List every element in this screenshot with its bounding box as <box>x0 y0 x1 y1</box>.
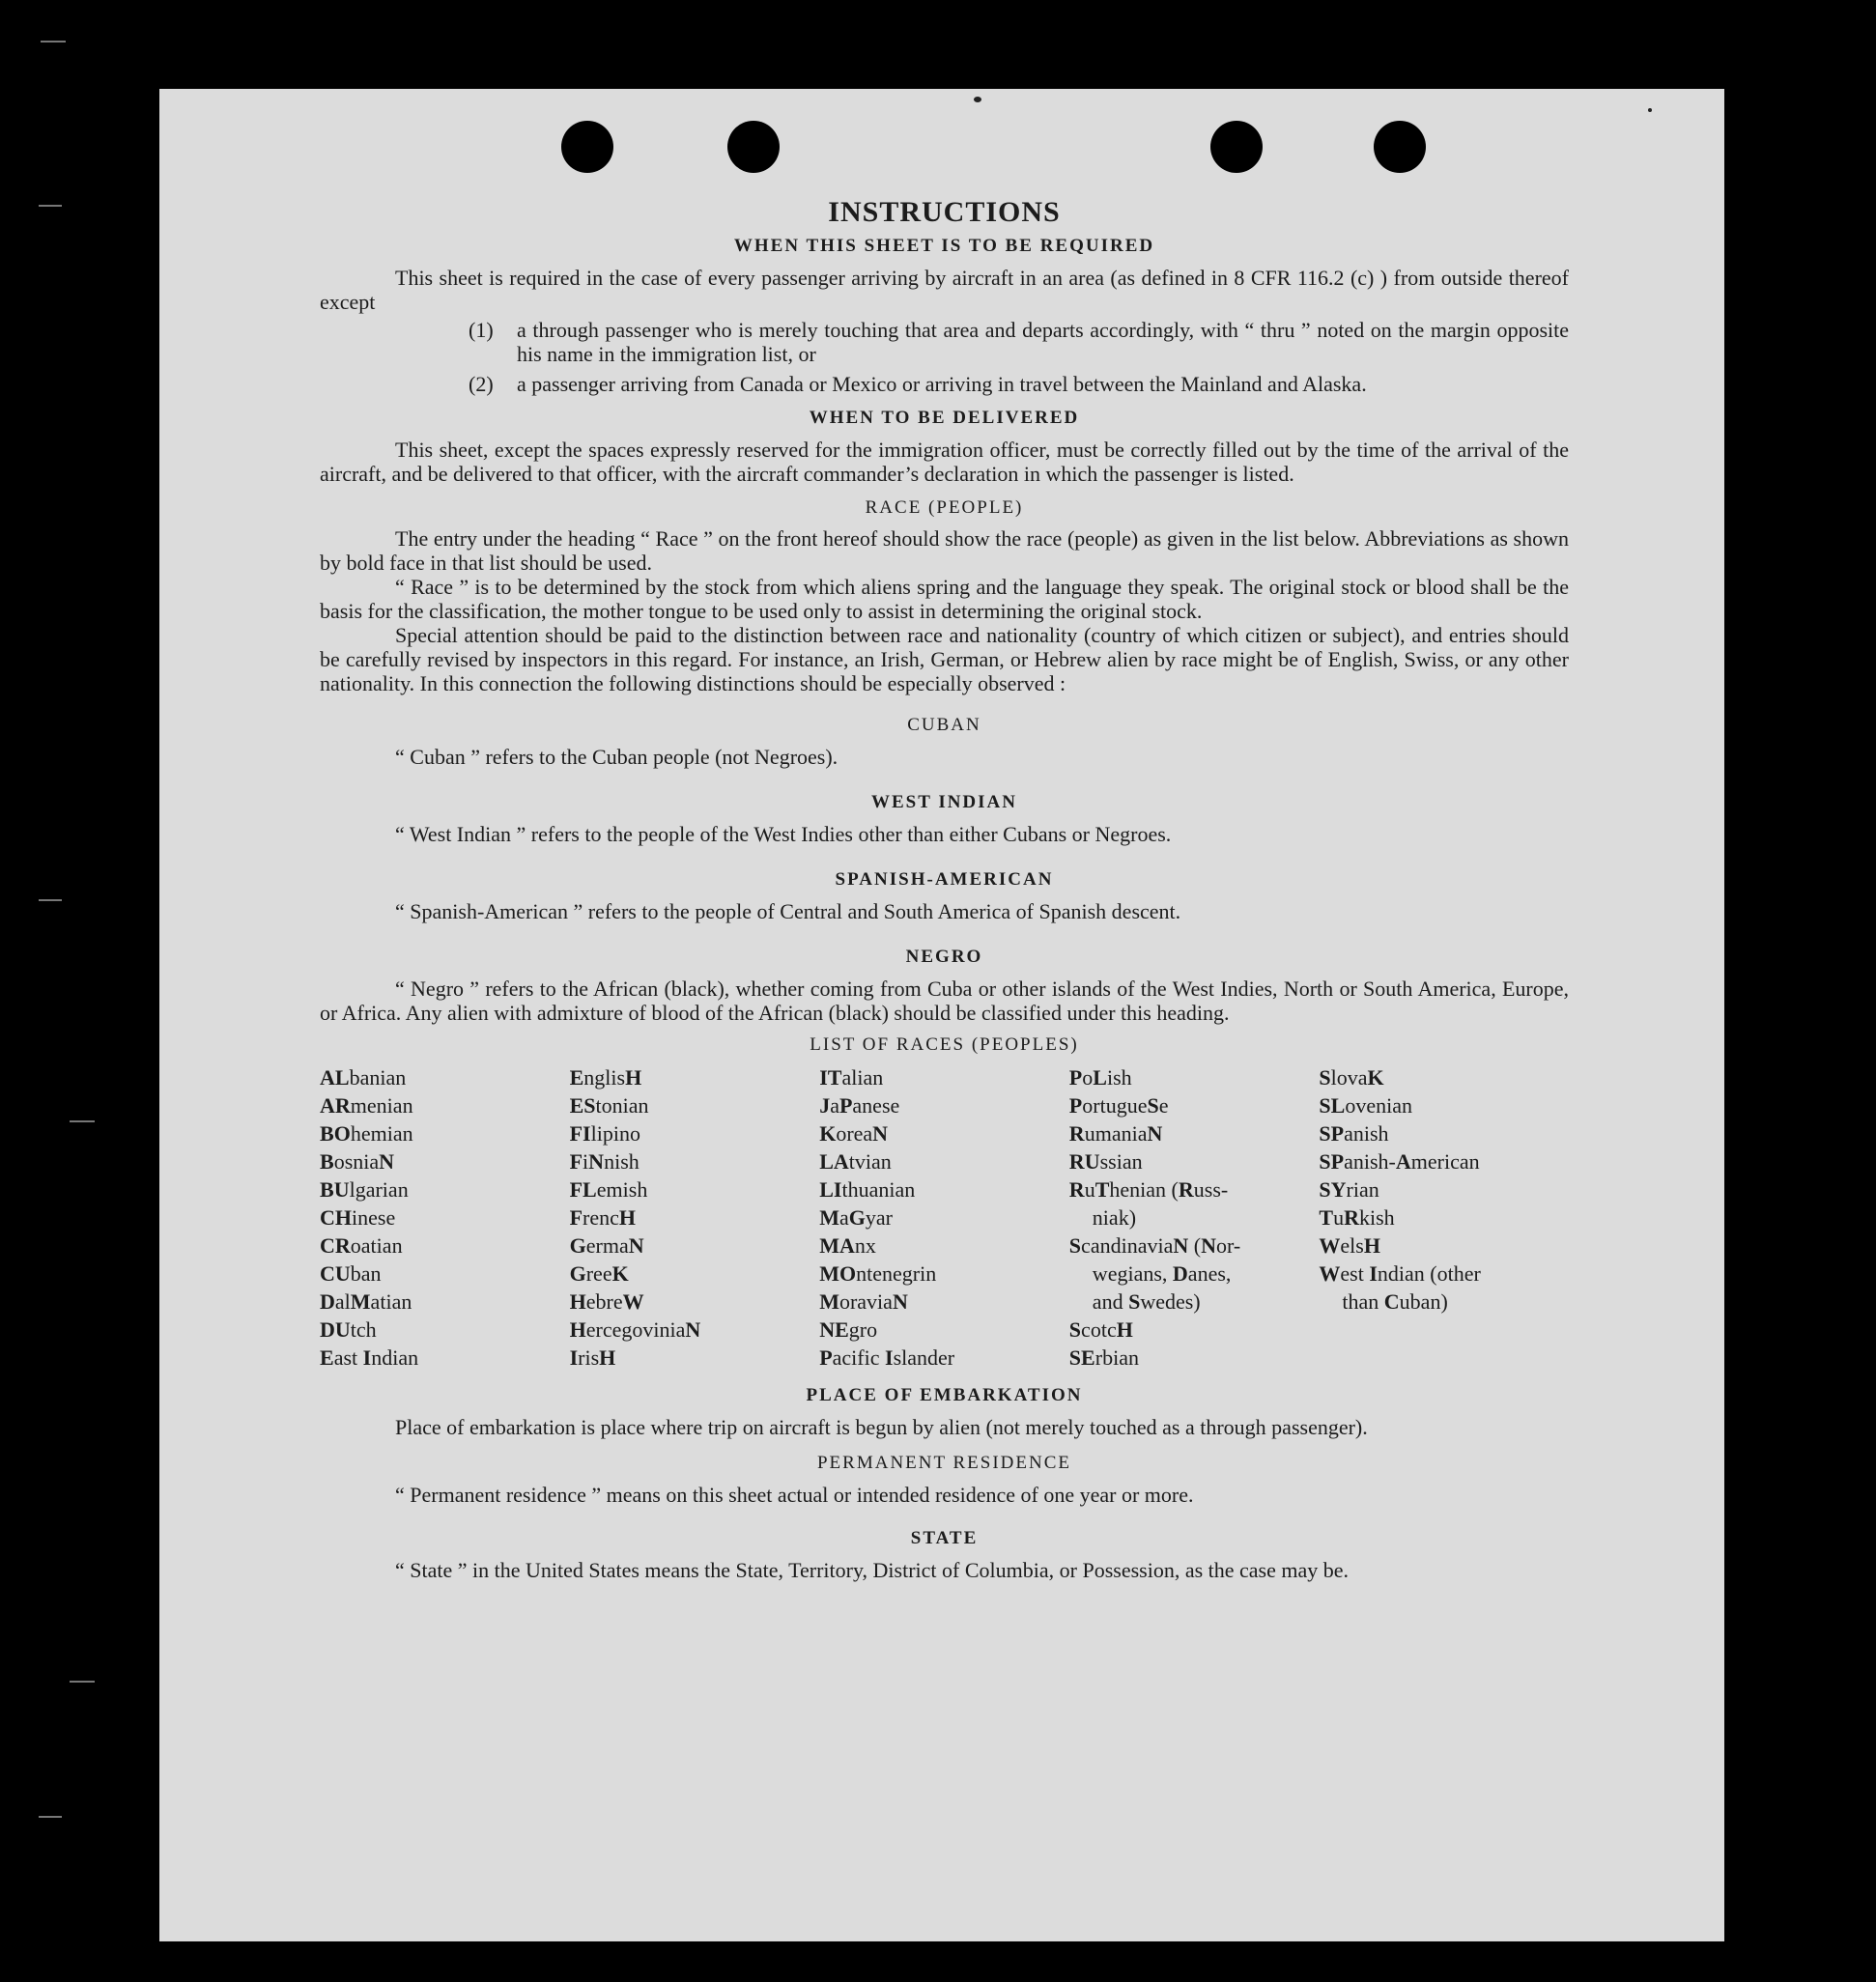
state-text: “ State ” in the United States means the State, Territory, District of Columbia, or Possession, as the case may be. <box>395 1557 1350 1582</box>
race-paragraph-3: Special attention should be paid to the distinction between race and nationality (country of which citizen or subject), and entries should be carefully revised by inspectors in this regard. For instance, an Irish, German, or Hebrew alien by race might be of English, Swiss, or any other nationality. In this connection the following distinctions should be especially observed : <box>320 623 1569 696</box>
race-entry: BUlgarian <box>320 1177 409 1203</box>
film-mark <box>39 205 62 207</box>
race-entry: West Indian (other <box>1319 1261 1481 1287</box>
race-entry: GreeK <box>569 1261 629 1287</box>
negro-text: “ Negro ” refers to the African (black), whether coming from Cuba or other islands of the West Indies, North or South America, Europe, or Africa. Any alien with admixture of blood of the African (black) should be classified under this heading. <box>320 976 1569 1025</box>
race-entry: TuRkish <box>1319 1205 1395 1231</box>
race-entry: ALbanian <box>320 1065 407 1090</box>
race-entry: HebreW <box>569 1289 644 1315</box>
race-entry: MOntenegrin <box>819 1261 937 1287</box>
race-entry: NEgro <box>819 1317 878 1343</box>
race-entry: FiNnish <box>569 1149 640 1175</box>
race-entry: FIlipino <box>569 1121 640 1147</box>
page-title: INSTRUCTIONS <box>828 196 1061 228</box>
race-entry: JaPanese <box>819 1093 900 1118</box>
spanish-american-text: “ Spanish-American ” refers to the people of Central and South America of Spanish descent. <box>395 898 1181 923</box>
cuban-text: “ Cuban ” refers to the Cuban people (not Negroes). <box>395 745 839 770</box>
speck <box>1648 108 1652 112</box>
race-entry: ScandinaviaN (Nor- <box>1068 1233 1241 1259</box>
section-heading-permanent-residence: PERMANENT RESIDENCE <box>816 1453 1072 1474</box>
section-heading-cuban: CUBAN <box>907 715 981 736</box>
race-paragraph-1: The entry under the heading “ Race ” on the front hereof should show the race (people) as given in the list below. Abbreviations as shown by bold face in that list should be used. <box>320 526 1569 576</box>
race-column-3 <box>819 1063 1069 1372</box>
race-entry: SPanish-American <box>1319 1149 1480 1175</box>
race-entry: GermaN <box>569 1233 644 1259</box>
race-entry: EStonian <box>569 1093 649 1118</box>
race-entry: SlovaK <box>1319 1065 1384 1090</box>
race-entry-continuation: and Swedes) <box>1092 1289 1201 1315</box>
race-entry: IrisH <box>569 1345 616 1371</box>
section-heading-state: STATE <box>910 1527 979 1548</box>
race-entry: MoraviaN <box>819 1289 908 1315</box>
race-entry: LIthuanian <box>819 1177 916 1203</box>
section-heading-when-required: WHEN THIS SHEET IS TO BE REQUIRED <box>733 236 1155 256</box>
race-entry: KoreaN <box>819 1121 889 1147</box>
race-entry: RUssian <box>1068 1149 1143 1175</box>
embarkation-text: Place of embarkation is place where trip on aircraft is begun by alien (not merely touched as a through passenger). <box>395 1415 1368 1440</box>
race-entry: FLemish <box>569 1177 648 1203</box>
section-heading-west-indian: WEST INDIAN <box>871 792 1017 813</box>
race-entry: SPanish <box>1319 1121 1389 1147</box>
race-entry-continuation: than Cuban) <box>1342 1289 1448 1315</box>
race-paragraph-2: “ Race ” is to be determined by the stock from which aliens spring and the language they speak. The original stock or blood shall be the basis for the classification, the mother tongue to be used only to assist in determining the original stock. <box>320 575 1569 624</box>
race-entry: ARmenian <box>320 1093 413 1118</box>
race-entry: DalMatian <box>320 1289 412 1315</box>
race-entry: CUban <box>320 1261 382 1287</box>
race-entry-continuation: wegians, Danes, <box>1092 1261 1232 1287</box>
item-number: (1) <box>469 317 494 342</box>
race-column-4 <box>1069 1063 1320 1372</box>
exception-item-2 <box>469 372 1569 396</box>
punch-hole-icon <box>1374 121 1426 173</box>
residence-text: “ Permanent residence ” means on this sheet actual or intended residence of one year or more. <box>395 1482 1194 1507</box>
speck <box>974 97 981 102</box>
race-entry-continuation: niak) <box>1092 1205 1137 1231</box>
race-column-2 <box>570 1063 820 1372</box>
race-entry: DUtch <box>320 1317 377 1343</box>
race-entry: CRoatian <box>320 1233 403 1259</box>
race-entry: FrencH <box>569 1205 637 1231</box>
item-text: a passenger arriving from Canada or Mexico or arriving in travel between the Mainland and Alaska. <box>517 371 1367 396</box>
race-entry: SYrian <box>1319 1177 1379 1203</box>
film-mark <box>39 899 62 901</box>
section-heading-race: RACE (PEOPLE) <box>865 496 1024 518</box>
film-mark <box>41 41 66 42</box>
race-entry: SLovenian <box>1319 1093 1412 1118</box>
exception-item-1 <box>469 318 1569 366</box>
race-entry: MAnx <box>819 1233 876 1259</box>
document-page <box>159 89 1724 1941</box>
race-entry: Pacific Islander <box>819 1345 955 1371</box>
race-entry: EnglisH <box>569 1065 642 1090</box>
film-mark <box>70 1681 95 1683</box>
race-entry: CHinese <box>320 1205 396 1231</box>
race-entry: SErbian <box>1068 1345 1139 1371</box>
race-entry: RuThenian (Russ- <box>1068 1177 1229 1203</box>
section-heading-spanish-american: SPANISH-AMERICAN <box>835 868 1054 890</box>
punch-hole-icon <box>1210 121 1263 173</box>
section-heading-when-delivered: WHEN TO BE DELIVERED <box>809 407 1080 428</box>
race-entry: PortugueSe <box>1068 1093 1169 1118</box>
race-entry: BOhemian <box>320 1121 413 1147</box>
item-text: a through passenger who is merely touching that area and departs accordingly, with “ thru ” noted on the margin opposite his name in the immigration list, or <box>517 317 1569 366</box>
race-entry: LAtvian <box>819 1149 892 1175</box>
race-list <box>320 1063 1569 1372</box>
race-column-1 <box>320 1063 570 1372</box>
when-required-intro: This sheet is required in the case of every passenger arriving by aircraft in an area (as defined in 8 CFR 116.2 (c) ) from outside thereof except <box>320 265 1569 314</box>
section-heading-embarkation: PLACE OF EMBARKATION <box>806 1385 1083 1406</box>
race-entry: HercegoviniaN <box>569 1317 701 1343</box>
race-entry: MaGyar <box>819 1205 893 1231</box>
west-indian-text: “ West Indian ” refers to the people of the West Indies other than either Cubans or Negroes. <box>395 821 1172 846</box>
race-entry: East Indian <box>320 1345 419 1371</box>
punch-hole-icon <box>727 121 780 173</box>
race-entry: WelsH <box>1319 1233 1380 1259</box>
when-delivered-text: This sheet, except the spaces expressly reserved for the immigration officer, must be correctly filled out by the time of the arrival of the aircraft, and be delivered to that officer, with the aircraft commander’s declaration in which the passenger is listed. <box>320 437 1569 486</box>
section-heading-list-of-races: LIST OF RACES (PEOPLES) <box>810 1033 1079 1055</box>
item-number: (2) <box>469 371 494 396</box>
race-entry: RumaniaN <box>1068 1121 1163 1147</box>
section-heading-negro: NEGRO <box>905 946 983 967</box>
race-entry: ITalian <box>819 1065 884 1090</box>
race-entry: BosniaN <box>320 1149 395 1175</box>
instructions-content <box>320 195 1569 1582</box>
film-mark <box>39 1816 62 1818</box>
race-column-5 <box>1319 1063 1569 1372</box>
race-entry: ScotcH <box>1068 1317 1133 1343</box>
race-entry: PoLish <box>1068 1065 1132 1090</box>
punch-hole-icon <box>561 121 613 173</box>
film-mark <box>70 1120 95 1122</box>
